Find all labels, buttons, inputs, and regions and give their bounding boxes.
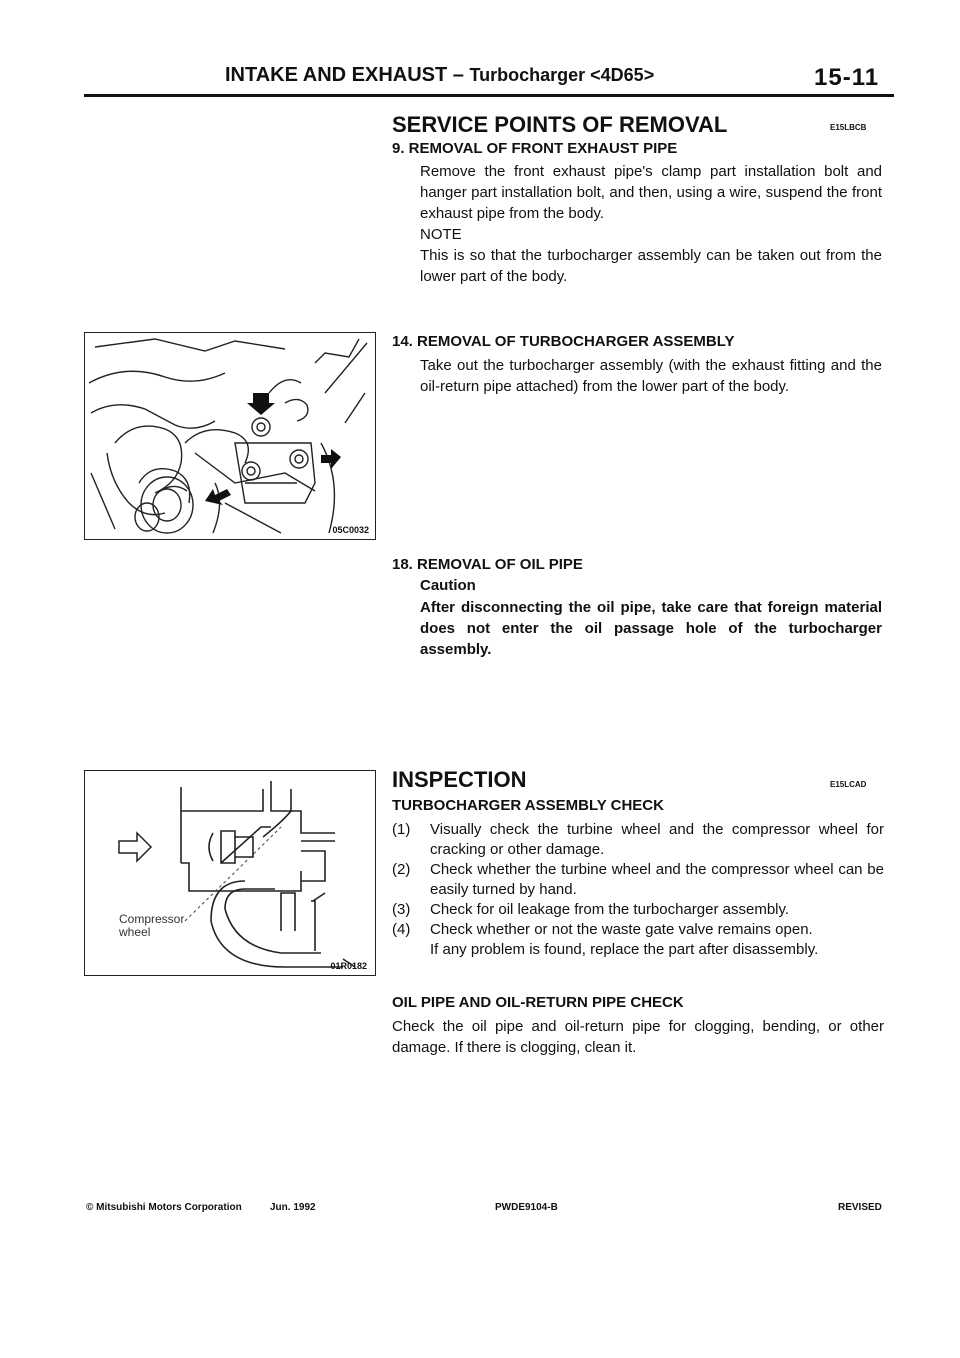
list-item <box>392 820 884 860</box>
list-item-text: Check for oil leakage from the turbocharger assembly. <box>430 901 790 918</box>
item9-note-body: This is so that the turbocharger assembly can be taken out from the lower part of the body. <box>420 247 882 285</box>
oil-pipe-check-title: OIL PIPE AND OIL-RETURN PIPE CHECK <box>392 994 684 1011</box>
compressor-wheel-label-line2: wheel <box>119 925 151 939</box>
footer-status: REVISED <box>838 1202 882 1213</box>
list-item-number: (1) <box>392 821 411 838</box>
footer-doc-code: PWDE9104-B <box>495 1202 558 1213</box>
figure-1-code: 05C0032 <box>332 525 369 535</box>
header-title-sub: Turbocharger <4D65> <box>469 65 655 85</box>
page-header-title <box>225 64 654 87</box>
removal-section-code: E15LBCB <box>830 123 867 132</box>
item18-caution-body: After disconnecting the oil pipe, take care that foreign material does not enter the oil passage hole of the turbocharger assembly. <box>420 599 882 658</box>
turbo-check-title: TURBOCHARGER ASSEMBLY CHECK <box>392 797 664 814</box>
removal-section-title: SERVICE POINTS OF REMOVAL <box>392 112 728 137</box>
item14-body: Take out the turbocharger assembly (with the exhaust fitting and the oil-return pipe attached) from the lower part of the body. <box>420 357 882 395</box>
turbocharger-removal-drawing <box>85 333 375 539</box>
footer-copyright: © Mitsubishi Motors Corporation <box>86 1202 242 1213</box>
item9-title: 9. REMOVAL OF FRONT EXHAUST PIPE <box>392 140 678 157</box>
item18-title: 18. REMOVAL OF OIL PIPE <box>392 556 583 573</box>
figure-compressor-wheel <box>84 770 376 976</box>
header-title-main: INTAKE AND EXHAUST – <box>225 64 470 86</box>
footer-date: Jun. 1992 <box>270 1202 316 1213</box>
list-item <box>392 860 884 900</box>
inspection-section-code: E15LCAD <box>830 780 867 789</box>
item14-title: 14. REMOVAL OF TURBOCHARGER ASSEMBLY <box>392 333 735 350</box>
list-item-number: (3) <box>392 901 411 918</box>
compressor-wheel-label <box>119 913 184 939</box>
turbo-check-closing: If any problem is found, replace the part after disassembly. <box>430 941 819 958</box>
item9-body: Remove the front exhaust pipe's clamp part installation bolt and hanger part installation bolt, and then, using a wire, suspend the front exhaust pipe from the body. <box>420 163 882 222</box>
item9-note-label: NOTE <box>420 226 462 243</box>
list-item <box>392 900 884 920</box>
compressor-wheel-label-line1: Compressor <box>119 912 185 926</box>
header-rule <box>84 94 894 97</box>
list-item-text: Check whether the turbine wheel and the compressor wheel can be easily turned by hand. <box>430 861 884 898</box>
turbo-check-list <box>392 820 884 960</box>
list-item <box>392 920 884 940</box>
list-item-number: (2) <box>392 861 411 878</box>
figure-2-code: 01R0182 <box>330 961 367 971</box>
page-number: 15-11 <box>814 64 880 91</box>
inspection-section-title: INSPECTION <box>392 767 527 792</box>
item18-caution-label: Caution <box>420 577 476 594</box>
figure-turbocharger-removal <box>84 332 376 540</box>
oil-pipe-check-body: Check the oil pipe and oil-return pipe for clogging, bending, or other damage. If there is clogging, clean it. <box>392 1018 884 1056</box>
list-item-text: Visually check the turbine wheel and the compressor wheel for cracking or other damage. <box>430 821 884 858</box>
compressor-wheel-drawing <box>85 771 375 975</box>
list-item-text: Check whether or not the waste gate valve remains open. <box>430 921 813 938</box>
list-item-number: (4) <box>392 921 411 938</box>
